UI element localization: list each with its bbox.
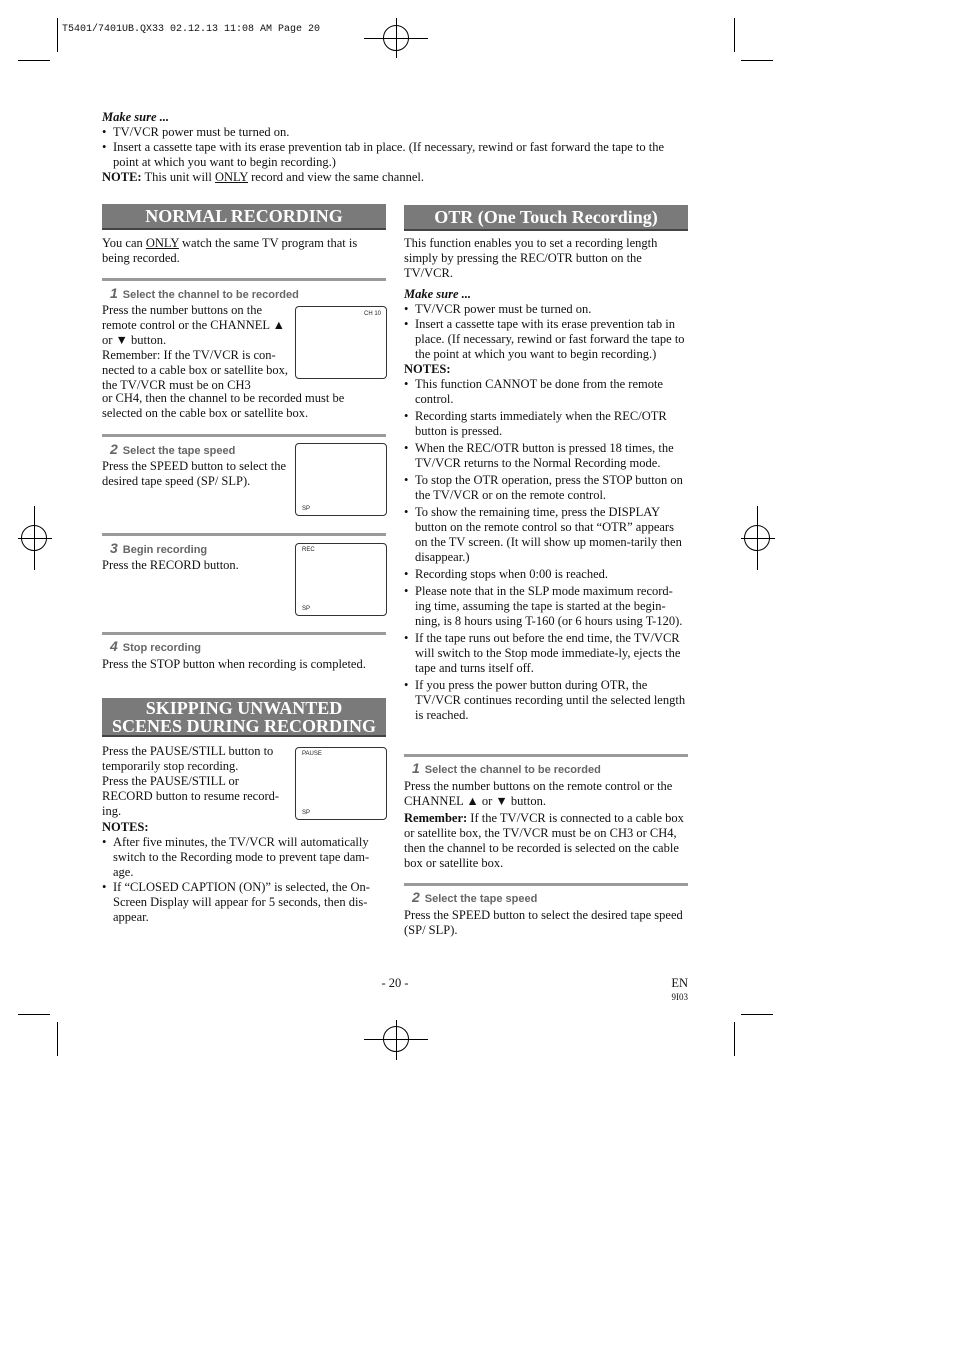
otr-step-1-text xyxy=(404,779,690,871)
registration-mark xyxy=(396,1020,397,1060)
list-item: • TV/VCR power must be turned on. xyxy=(404,302,688,317)
step-text: Press the number buttons on the remote control or the CHANNEL ▲ or ▼ button. xyxy=(404,779,673,808)
note-text: This unit will xyxy=(141,170,215,184)
registration-mark xyxy=(34,506,35,570)
list-item: • To show the remaining time, press the DISPLAY button on the remote control so that “OTR” appears on the TV screen. (It will show up momen-tarily then disappear.) xyxy=(404,505,688,565)
skipping-banner xyxy=(102,698,386,737)
banner-line: SKIPPING UNWANTED xyxy=(145,698,343,718)
otr-step-2-heading xyxy=(412,889,537,905)
skipping-notes xyxy=(102,820,386,925)
notes-label: NOTES: xyxy=(102,820,149,834)
intro-section xyxy=(102,110,692,185)
registration-mark xyxy=(741,538,775,539)
step-number: 3 xyxy=(110,540,118,556)
tv-screen-ch10 xyxy=(295,306,387,379)
step-1-text: Press the number buttons on the remote control or the CHANNEL ▲ or ▼ button. xyxy=(102,303,286,347)
otr-step-1-heading xyxy=(412,760,601,776)
screen-channel-label: CH 10 xyxy=(363,311,381,317)
note-label: NOTE: xyxy=(102,170,142,184)
step-number: 1 xyxy=(412,760,420,776)
crop-mark xyxy=(734,1022,735,1056)
step-4-heading xyxy=(110,638,201,654)
step-number: 1 xyxy=(110,285,118,301)
notes-label: NOTES: xyxy=(404,362,451,376)
document-code: 9I03 xyxy=(671,992,688,1002)
intro-bullets xyxy=(102,125,692,170)
list-item: • Please note that in the SLP mode maximum record-ing time, assuming the tape is started at the begin-ning, is 8 hours using T-160 (or 6 hours using T-120). xyxy=(404,584,688,629)
screen-rec-label: REC xyxy=(302,547,315,553)
screen-speed-label: SP xyxy=(302,810,311,816)
list-item: • Insert a cassette tape with its erase prevention tab in place. (If necessary, rewind or fast forward the tape to the point at which you want to begin recording.) xyxy=(404,317,688,362)
list-item: • Insert a cassette tape with its erase prevention tab in place. (If necessary, rewind or fast forward the tape to the point at which you want to begin recording.) xyxy=(102,140,692,170)
tv-screen-pause xyxy=(295,747,387,820)
skipping-paragraph: Press the PAUSE/STILL button to temporarily stop recording. xyxy=(102,744,274,773)
crop-mark xyxy=(741,1014,773,1015)
list-item: • If “CLOSED CAPTION (ON)” is selected, the On-Screen Display will appear for 5 seconds, then dis-appear. xyxy=(102,880,386,925)
step-divider xyxy=(102,278,386,281)
remember-label: Remember: xyxy=(404,811,468,825)
step-3-heading xyxy=(110,540,207,556)
otr-banner: OTR (One Touch Recording) xyxy=(404,205,688,231)
skipping-text xyxy=(102,744,290,819)
step-3-text: Press the RECORD button. xyxy=(102,558,239,572)
step-divider xyxy=(404,883,688,886)
make-sure-label: Make sure ... xyxy=(102,110,170,124)
make-sure-label: Make sure ... xyxy=(404,287,472,301)
step-2-text: Press the SPEED button to select the desired tape speed (SP/ SLP). xyxy=(102,459,287,488)
intro-text: watch the same TV program that is being recorded. xyxy=(102,236,358,265)
intro-note xyxy=(102,170,692,185)
list-item: • When the REC/OTR button is pressed 18 times, the TV/VCR returns to the Normal Recording mode. xyxy=(404,441,688,471)
crop-mark xyxy=(18,1014,50,1015)
step-number: 2 xyxy=(110,441,118,457)
screen-speed-label: SP xyxy=(302,606,311,612)
intro-text: You can xyxy=(102,236,146,250)
list-item: • If the tape runs out before the end time, the TV/VCR will switch to the Stop mode immediate-ly, ejects the tape and turns itself off. xyxy=(404,631,688,676)
step-divider xyxy=(102,434,386,437)
screen-speed-label: SP xyxy=(302,506,311,512)
registration-mark xyxy=(18,538,52,539)
intro-emphasis: ONLY xyxy=(145,236,179,250)
crop-mark xyxy=(57,18,58,52)
step-title: Select the tape speed xyxy=(122,445,236,457)
otr-section xyxy=(404,236,688,725)
registration-mark xyxy=(396,18,397,58)
list-item: • If you press the power button during OTR, the TV/VCR continues recording until the selected length is reached. xyxy=(404,678,688,723)
list-item: • Recording starts immediately when the REC/OTR button is pressed. xyxy=(404,409,688,439)
registration-mark xyxy=(757,506,758,570)
step-title: Select the tape speed xyxy=(424,893,538,905)
otr-step-2-text: Press the SPEED button to select the desired tape speed (SP/ SLP). xyxy=(404,908,683,937)
otr-make-sure-list xyxy=(404,302,688,362)
list-item: • TV/VCR power must be turned on. xyxy=(102,125,692,140)
tv-screen-rec xyxy=(295,543,387,616)
otr-notes-list xyxy=(404,377,688,723)
step-number: 4 xyxy=(110,638,118,654)
step-title: Select the channel to be recorded xyxy=(122,289,299,301)
normal-intro xyxy=(102,236,386,266)
step-1-remember-a: Remember: If the TV/VCR is con-nected to a cable box or satellite box, the TV/VCR must be on CH3 xyxy=(102,348,289,392)
crop-mark xyxy=(734,18,735,52)
step-title: Begin recording xyxy=(122,544,208,556)
step-1-remember-b: or CH4, then the channel to be recorded must be selected on the cable box or satellite box. xyxy=(102,391,345,420)
otr-step-1-remember xyxy=(404,811,690,871)
note-text: record and view the same channel. xyxy=(248,170,424,184)
step-2-heading xyxy=(110,441,235,457)
remember-text: If the TV/VCR is connected to a cable box or satellite box, the TV/VCR must be on CH3 or CH4, then the channel to be recorded is selected on the cable box or satellite box. xyxy=(404,811,684,870)
step-divider xyxy=(404,754,688,757)
step-divider xyxy=(102,533,386,536)
crop-mark xyxy=(18,60,50,61)
step-title: Stop recording xyxy=(122,642,202,654)
otr-intro: This function enables you to set a recording length simply by pressing the REC/OTR button on the TV/VCR. xyxy=(404,236,658,280)
screen-pause-label: PAUSE xyxy=(302,751,322,757)
list-item: • Recording stops when 0:00 is reached. xyxy=(404,567,688,582)
list-item: • After five minutes, the TV/VCR will automatically switch to the Recording mode to prevent tape dam-age. xyxy=(102,835,386,880)
step-title: Select the channel to be recorded xyxy=(424,764,601,776)
crop-mark xyxy=(741,60,773,61)
print-slug: T5401/7401UB.QX33 02.12.13 11:08 AM Page 20 xyxy=(62,24,321,35)
normal-recording-banner: NORMAL RECORDING xyxy=(102,204,386,230)
step-divider xyxy=(102,632,386,635)
page-number: - 20 - xyxy=(381,976,409,990)
language-code: EN xyxy=(671,976,688,990)
crop-mark xyxy=(57,1022,58,1056)
note-emphasis: ONLY xyxy=(214,170,248,184)
step-number: 2 xyxy=(412,889,420,905)
banner-line: SCENES DURING RECORDING xyxy=(111,716,377,736)
list-item: • This function CANNOT be done from the remote control. xyxy=(404,377,688,407)
step-4-text: Press the STOP button when recording is completed. xyxy=(102,657,366,671)
skipping-paragraph: Press the PAUSE/STILL or RECORD button to resume record-ing. xyxy=(102,774,280,818)
step-1-heading xyxy=(110,285,299,301)
list-item: • To stop the OTR operation, press the STOP button on the TV/VCR or on the remote control. xyxy=(404,473,688,503)
tv-screen-sp xyxy=(295,443,387,516)
